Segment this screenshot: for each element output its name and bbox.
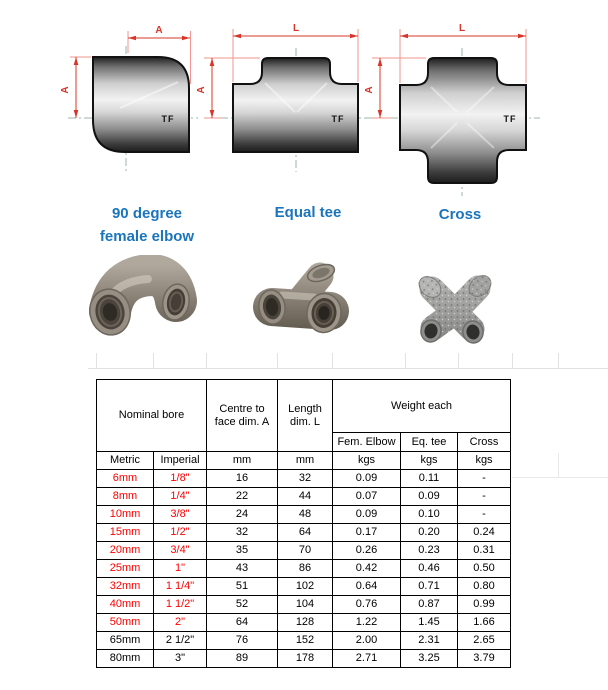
arrow-icon bbox=[74, 110, 79, 118]
centre-a-cell: 43 bbox=[207, 560, 278, 578]
length-l-cell: 44 bbox=[278, 488, 333, 506]
arrow-icon bbox=[378, 110, 383, 118]
gridline bbox=[277, 353, 278, 368]
tee-dim-side-label: A bbox=[196, 86, 207, 94]
gridline bbox=[96, 353, 97, 368]
arrow-icon bbox=[182, 36, 190, 41]
metric-cell: 80mm bbox=[97, 650, 154, 668]
cross-kgs-cell: 0.80 bbox=[458, 578, 511, 596]
table-row bbox=[97, 596, 511, 614]
table-row bbox=[97, 578, 511, 596]
length-l-cell: 64 bbox=[278, 524, 333, 542]
imperial-cell: 1" bbox=[154, 560, 207, 578]
cross-photo bbox=[415, 271, 495, 344]
tee-kgs-cell: 0.20 bbox=[401, 524, 458, 542]
cross-kgs-cell: 1.66 bbox=[458, 614, 511, 632]
gridline bbox=[558, 453, 559, 478]
length-l-cell: 70 bbox=[278, 542, 333, 560]
cross-drawing bbox=[364, 23, 540, 196]
centre-a-cell: 76 bbox=[207, 632, 278, 650]
centre-a-cell: 32 bbox=[207, 524, 278, 542]
imperial-header: Imperial bbox=[154, 452, 207, 470]
cross-kgs-cell: 0.50 bbox=[458, 560, 511, 578]
imperial-cell: 3" bbox=[154, 650, 207, 668]
gridline bbox=[512, 477, 608, 478]
length-l-cell: 32 bbox=[278, 470, 333, 488]
table-row bbox=[97, 650, 511, 668]
elbow-body bbox=[93, 57, 189, 152]
elbow-kgs-cell: 0.09 bbox=[333, 506, 401, 524]
arrow-icon bbox=[74, 57, 79, 65]
elbow-kgs-cell: 0.09 bbox=[333, 470, 401, 488]
metric-cell: 20mm bbox=[97, 542, 154, 560]
length-text: Length dim. L bbox=[288, 402, 322, 428]
length-l-cell: 102 bbox=[278, 578, 333, 596]
metric-cell: 25mm bbox=[97, 560, 154, 578]
elbow-kgs-cell: 0.26 bbox=[333, 542, 401, 560]
tee-kgs-cell: 0.87 bbox=[401, 596, 458, 614]
centre-a-cell: 64 bbox=[207, 614, 278, 632]
tee-kgs-cell: 2.31 bbox=[401, 632, 458, 650]
gridline bbox=[206, 353, 207, 368]
table-row bbox=[97, 524, 511, 542]
table-row bbox=[97, 632, 511, 650]
arrow-icon bbox=[400, 34, 408, 39]
tee-kgs-cell: 0.11 bbox=[401, 470, 458, 488]
length-l-cell: 48 bbox=[278, 506, 333, 524]
centre-to-face-text: Centre to face dim. A bbox=[214, 402, 270, 428]
cross-tf-marking: TF bbox=[503, 114, 517, 124]
imperial-cell: 1/2" bbox=[154, 524, 207, 542]
centre-a-cell: 89 bbox=[207, 650, 278, 668]
arrow-icon bbox=[210, 110, 215, 118]
table-row bbox=[97, 470, 511, 488]
tee-kgs-cell: 0.23 bbox=[401, 542, 458, 560]
arrow-icon bbox=[350, 34, 358, 39]
dimension-weight-table bbox=[96, 379, 511, 668]
elbow-caption-line2: female elbow bbox=[99, 228, 195, 245]
imperial-cell: 2 1/2" bbox=[154, 632, 207, 650]
gridline bbox=[332, 353, 333, 368]
fitting-photos bbox=[0, 255, 608, 365]
imperial-cell: 1/4" bbox=[154, 488, 207, 506]
elbow-drawing bbox=[60, 25, 198, 172]
unit-kgs: kgs bbox=[458, 452, 511, 470]
metric-cell: 6mm bbox=[97, 470, 154, 488]
elbow-dim-top-label: A bbox=[155, 25, 163, 36]
imperial-cell: 1 1/2" bbox=[154, 596, 207, 614]
table-row bbox=[97, 506, 511, 524]
table-row bbox=[97, 614, 511, 632]
tee-tf-marking: TF bbox=[331, 114, 345, 124]
cross-kgs-cell: - bbox=[458, 470, 511, 488]
tee-caption: Equal tee bbox=[274, 204, 342, 221]
elbow-kgs-cell: 1.22 bbox=[333, 614, 401, 632]
length-l-cell: 86 bbox=[278, 560, 333, 578]
cross-dim-top-label: L bbox=[458, 23, 466, 34]
elbow-kgs-cell: 0.07 bbox=[333, 488, 401, 506]
tee-kgs-cell: 0.10 bbox=[401, 506, 458, 524]
imperial-cell: 3/4" bbox=[154, 542, 207, 560]
unit-mm: mm bbox=[278, 452, 333, 470]
arrow-icon bbox=[233, 34, 241, 39]
length-l-cell: 104 bbox=[278, 596, 333, 614]
gridline bbox=[558, 353, 559, 368]
tee-kgs-cell: 0.46 bbox=[401, 560, 458, 578]
length-l-cell: 152 bbox=[278, 632, 333, 650]
tee-kgs-cell: 0.71 bbox=[401, 578, 458, 596]
table-row bbox=[97, 560, 511, 578]
tee-drawing bbox=[196, 23, 372, 172]
tee-dim-top-label: L bbox=[292, 23, 300, 34]
female-elbow-photo bbox=[86, 275, 192, 339]
elbow-kgs-cell: 0.42 bbox=[333, 560, 401, 578]
centre-a-cell: 52 bbox=[207, 596, 278, 614]
elbow-kgs-cell: 0.76 bbox=[333, 596, 401, 614]
centre-a-cell: 24 bbox=[207, 506, 278, 524]
equal-tee-photo bbox=[257, 261, 343, 334]
elbow-kgs-cell: 2.71 bbox=[333, 650, 401, 668]
tee-kgs-cell: 3.25 bbox=[401, 650, 458, 668]
arrow-icon bbox=[210, 58, 215, 66]
nominal-bore-header: Nominal bore bbox=[97, 380, 207, 452]
centre-a-cell: 16 bbox=[207, 470, 278, 488]
metric-cell: 65mm bbox=[97, 632, 154, 650]
imperial-cell: 1 1/4" bbox=[154, 578, 207, 596]
metric-header: Metric bbox=[97, 452, 154, 470]
gridline bbox=[153, 353, 154, 368]
metric-cell: 8mm bbox=[97, 488, 154, 506]
length-header bbox=[278, 380, 333, 452]
tee-kgs-cell: 1.45 bbox=[401, 614, 458, 632]
metric-cell: 15mm bbox=[97, 524, 154, 542]
eq-tee-header: Eq. tee bbox=[401, 433, 458, 452]
elbow-caption bbox=[87, 202, 207, 248]
cross-kgs-cell: 3.79 bbox=[458, 650, 511, 668]
centre-to-face-header bbox=[207, 380, 278, 452]
arrow-icon bbox=[378, 58, 383, 66]
tee-kgs-cell: 0.09 bbox=[401, 488, 458, 506]
elbow-kgs-cell: 2.00 bbox=[333, 632, 401, 650]
metric-cell: 10mm bbox=[97, 506, 154, 524]
table-row bbox=[97, 488, 511, 506]
weight-each-header: Weight each bbox=[333, 380, 511, 433]
imperial-cell: 2" bbox=[154, 614, 207, 632]
gridline bbox=[88, 368, 608, 369]
tee-body bbox=[233, 58, 358, 152]
metric-cell: 40mm bbox=[97, 596, 154, 614]
cross-kgs-cell: 0.24 bbox=[458, 524, 511, 542]
metric-cell: 50mm bbox=[97, 614, 154, 632]
centre-a-cell: 51 bbox=[207, 578, 278, 596]
header-row-3 bbox=[97, 452, 511, 470]
fem-elbow-header: Fem. Elbow bbox=[333, 433, 401, 452]
cross-kgs-cell: 0.31 bbox=[458, 542, 511, 560]
cross-dim-side-label: A bbox=[364, 86, 375, 94]
imperial-cell: 3/8" bbox=[154, 506, 207, 524]
cross-kgs-cell: - bbox=[458, 506, 511, 524]
centre-a-cell: 22 bbox=[207, 488, 278, 506]
unit-kgs: kgs bbox=[401, 452, 458, 470]
elbow-tf-marking: TF bbox=[161, 114, 175, 124]
centre-a-cell: 35 bbox=[207, 542, 278, 560]
cross-kgs-cell: - bbox=[458, 488, 511, 506]
header-row-1 bbox=[97, 380, 511, 433]
unit-kgs: kgs bbox=[333, 452, 401, 470]
cross-kgs-cell: 0.99 bbox=[458, 596, 511, 614]
gridline bbox=[458, 353, 459, 368]
elbow-kgs-cell: 0.17 bbox=[333, 524, 401, 542]
cross-header: Cross bbox=[458, 433, 511, 452]
cross-kgs-cell: 2.65 bbox=[458, 632, 511, 650]
metric-cell: 32mm bbox=[97, 578, 154, 596]
elbow-caption-line1: 90 degree bbox=[111, 205, 183, 222]
imperial-cell: 1/8" bbox=[154, 470, 207, 488]
cross-caption: Cross bbox=[438, 206, 482, 223]
table-row bbox=[97, 542, 511, 560]
gridline bbox=[405, 353, 406, 368]
elbow-kgs-cell: 0.64 bbox=[333, 578, 401, 596]
elbow-dim-side-label: A bbox=[60, 86, 71, 94]
fitting-drawings bbox=[0, 0, 608, 200]
length-l-cell: 178 bbox=[278, 650, 333, 668]
unit-mm: mm bbox=[207, 452, 278, 470]
arrow-icon bbox=[128, 36, 136, 41]
length-l-cell: 128 bbox=[278, 614, 333, 632]
arrow-icon bbox=[518, 34, 526, 39]
gridline bbox=[512, 353, 513, 368]
